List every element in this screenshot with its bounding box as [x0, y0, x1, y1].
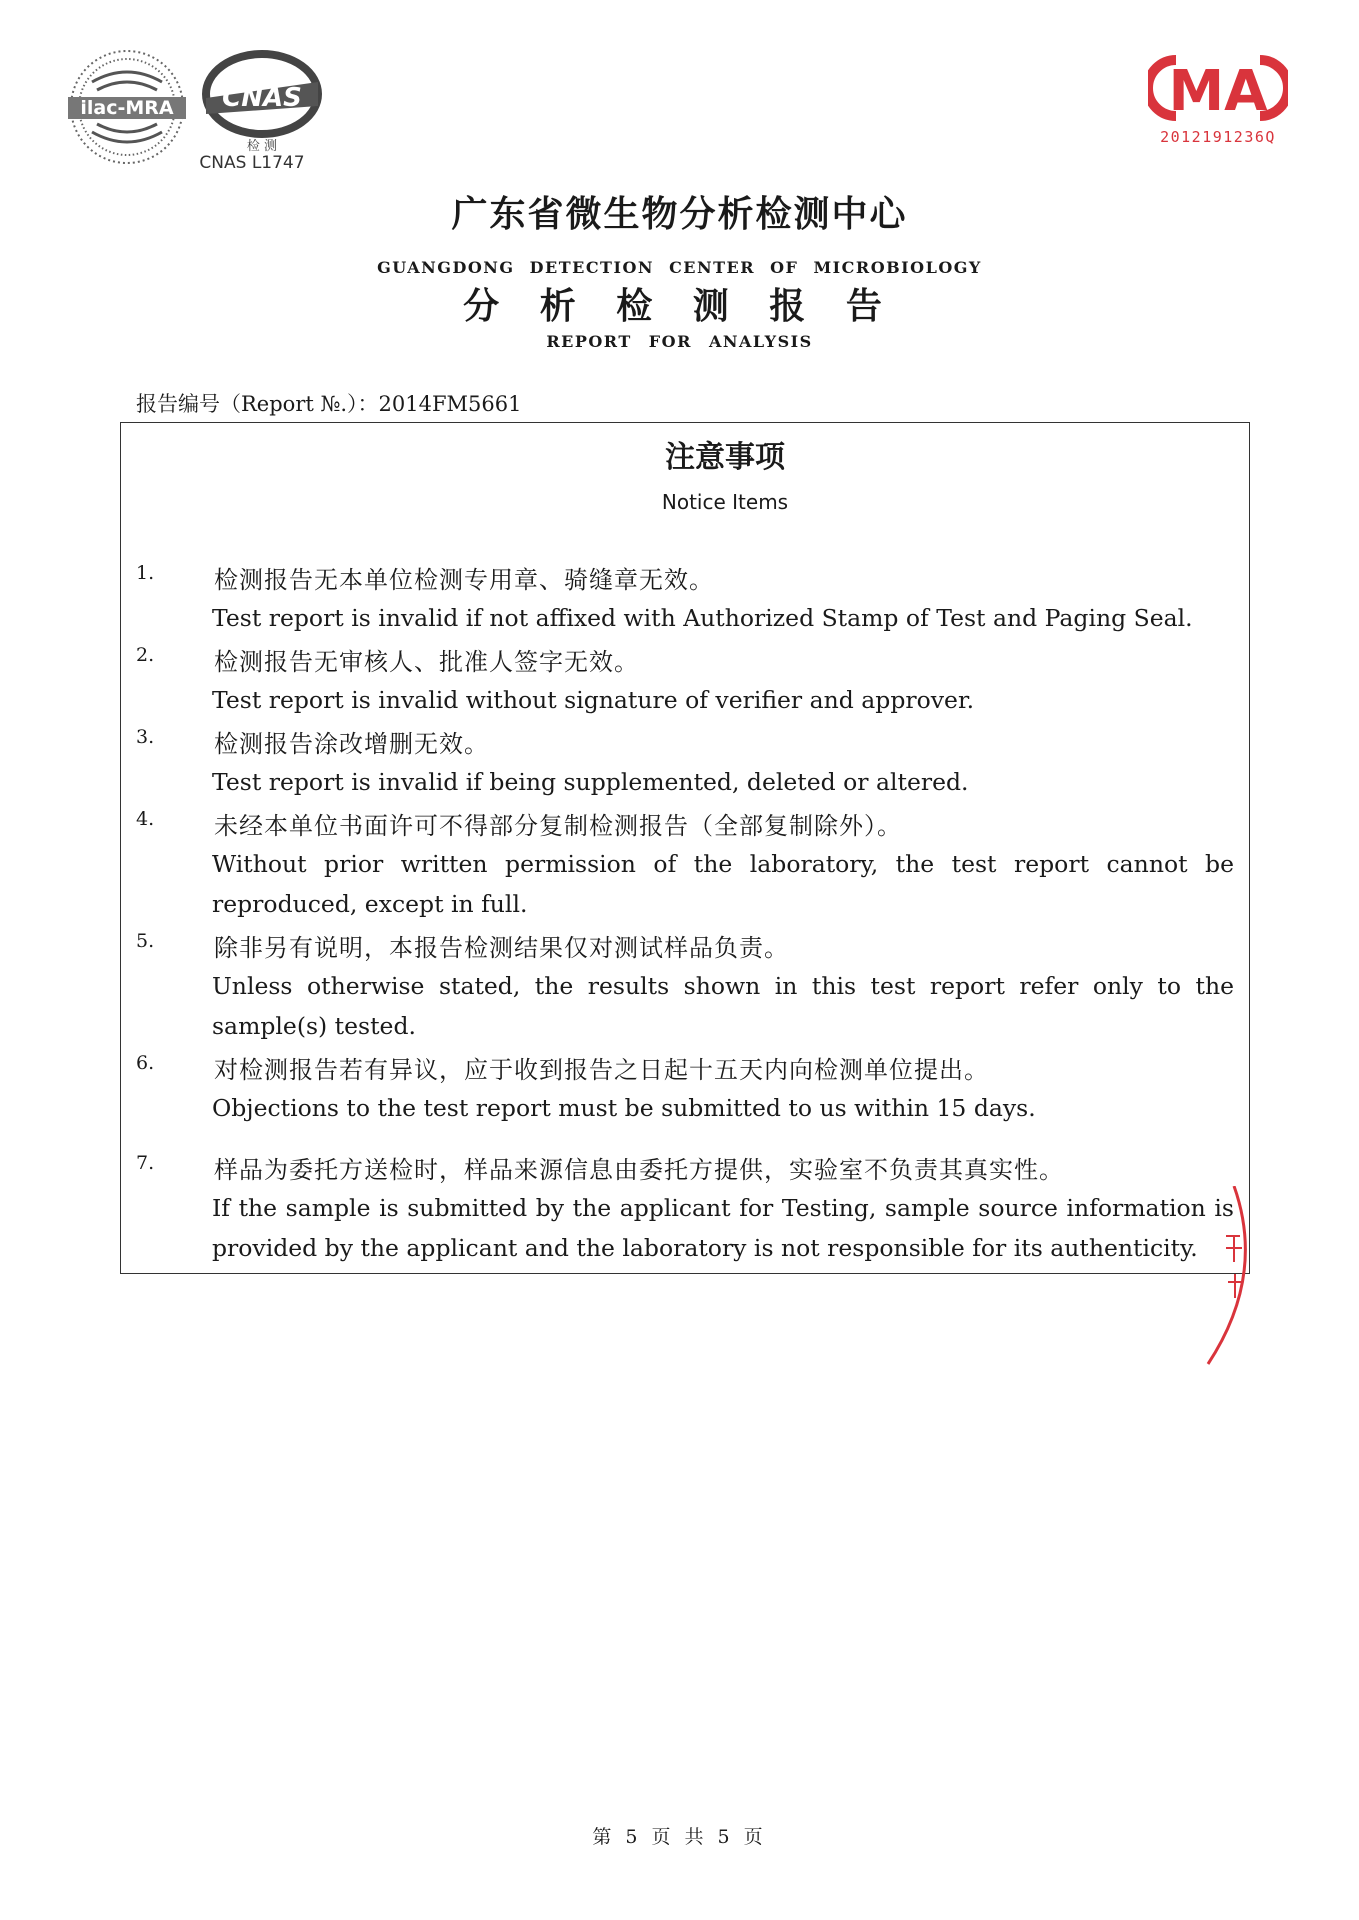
ilac-mra-logo	[62, 42, 192, 172]
notice-item-cn: 未经本单位书面许可不得部分复制检测报告（全部复制除外）。	[214, 812, 902, 840]
report-title-cn: 分 析 检 测 报 告	[463, 285, 896, 327]
notice-item-number: 3.	[136, 726, 155, 748]
notice-title-cn: 注意事项	[665, 440, 785, 475]
notice-item-en: Unless otherwise stated, the results shown in this test report refer only to the sample(s) tested.	[212, 972, 1234, 1040]
notice-item-en: Objections to the test report must be submitted to us within 15 days.	[212, 1094, 1036, 1122]
notice-item-number: 2.	[136, 644, 155, 666]
organization-name-cn: 广东省微生物分析检测中心	[451, 193, 908, 235]
notice-item-number: 5.	[136, 930, 155, 952]
notice-item-cn: 检测报告无本单位检测专用章、骑缝章无效。	[214, 566, 714, 594]
organization-name-en: GUANGDONG DETECTION CENTER OF MICROBIOLOGY	[377, 258, 982, 277]
notice-item-en: Without prior written permission of the laboratory, the test report cannot be reproduced, except in full.	[212, 850, 1234, 918]
notice-item-cn: 检测报告涂改增删无效。	[214, 730, 489, 758]
ma-number: 2012191236Q	[1160, 128, 1276, 146]
cma-logo	[1148, 48, 1288, 158]
cnas-logo	[190, 48, 330, 178]
cnas-sub-label: 检 测	[246, 139, 278, 154]
notice-item-number: 1.	[136, 562, 155, 584]
page-footer: 第 5 页 共 5 页	[592, 1826, 767, 1848]
cnas-logo-text: CNAS	[222, 83, 302, 113]
report-number-value: 2014FM5661	[378, 392, 522, 416]
cnas-code: CNAS L1747	[199, 153, 305, 173]
notice-item-cn: 对检测报告若有异议，应于收到报告之日起十五天内向检测单位提出。	[214, 1056, 989, 1084]
report-number-label: 报告编号（Report №.）：	[136, 392, 379, 416]
notice-item-cn: 除非另有说明，本报告检测结果仅对测试样品负责。	[214, 934, 789, 962]
ilac-logo-text: ilac-MRA	[80, 97, 174, 119]
report-title-en: REPORT FOR ANALYSIS	[546, 332, 813, 351]
report-number	[136, 388, 522, 418]
notice-item-en: Test report is invalid if not affixed with Authorized Stamp of Test and Paging Seal.	[212, 604, 1193, 632]
notice-item-cn: 检测报告无审核人、批准人签字无效。	[214, 648, 639, 676]
ma-logo-text: MA	[1168, 59, 1268, 124]
notice-item-number: 6.	[136, 1052, 155, 1074]
notice-item-en: If the sample is submitted by the applicant for Testing, sample source information is provided by the applicant and the laboratory is not responsible for its authenticity.	[212, 1194, 1234, 1262]
notice-item-number: 4.	[136, 808, 155, 830]
notice-item-en: Test report is invalid if being supplemented, deleted or altered.	[212, 768, 969, 796]
notice-item-cn: 样品为委托方送检时，样品来源信息由委托方提供，实验室不负责其真实性。	[214, 1156, 1064, 1184]
notice-item-number: 7.	[136, 1152, 155, 1174]
paging-seal-fragment	[1196, 1186, 1256, 1366]
notice-item-en: Test report is invalid without signature of verifier and approver.	[212, 686, 975, 714]
notice-title-en: Notice Items	[661, 490, 789, 514]
